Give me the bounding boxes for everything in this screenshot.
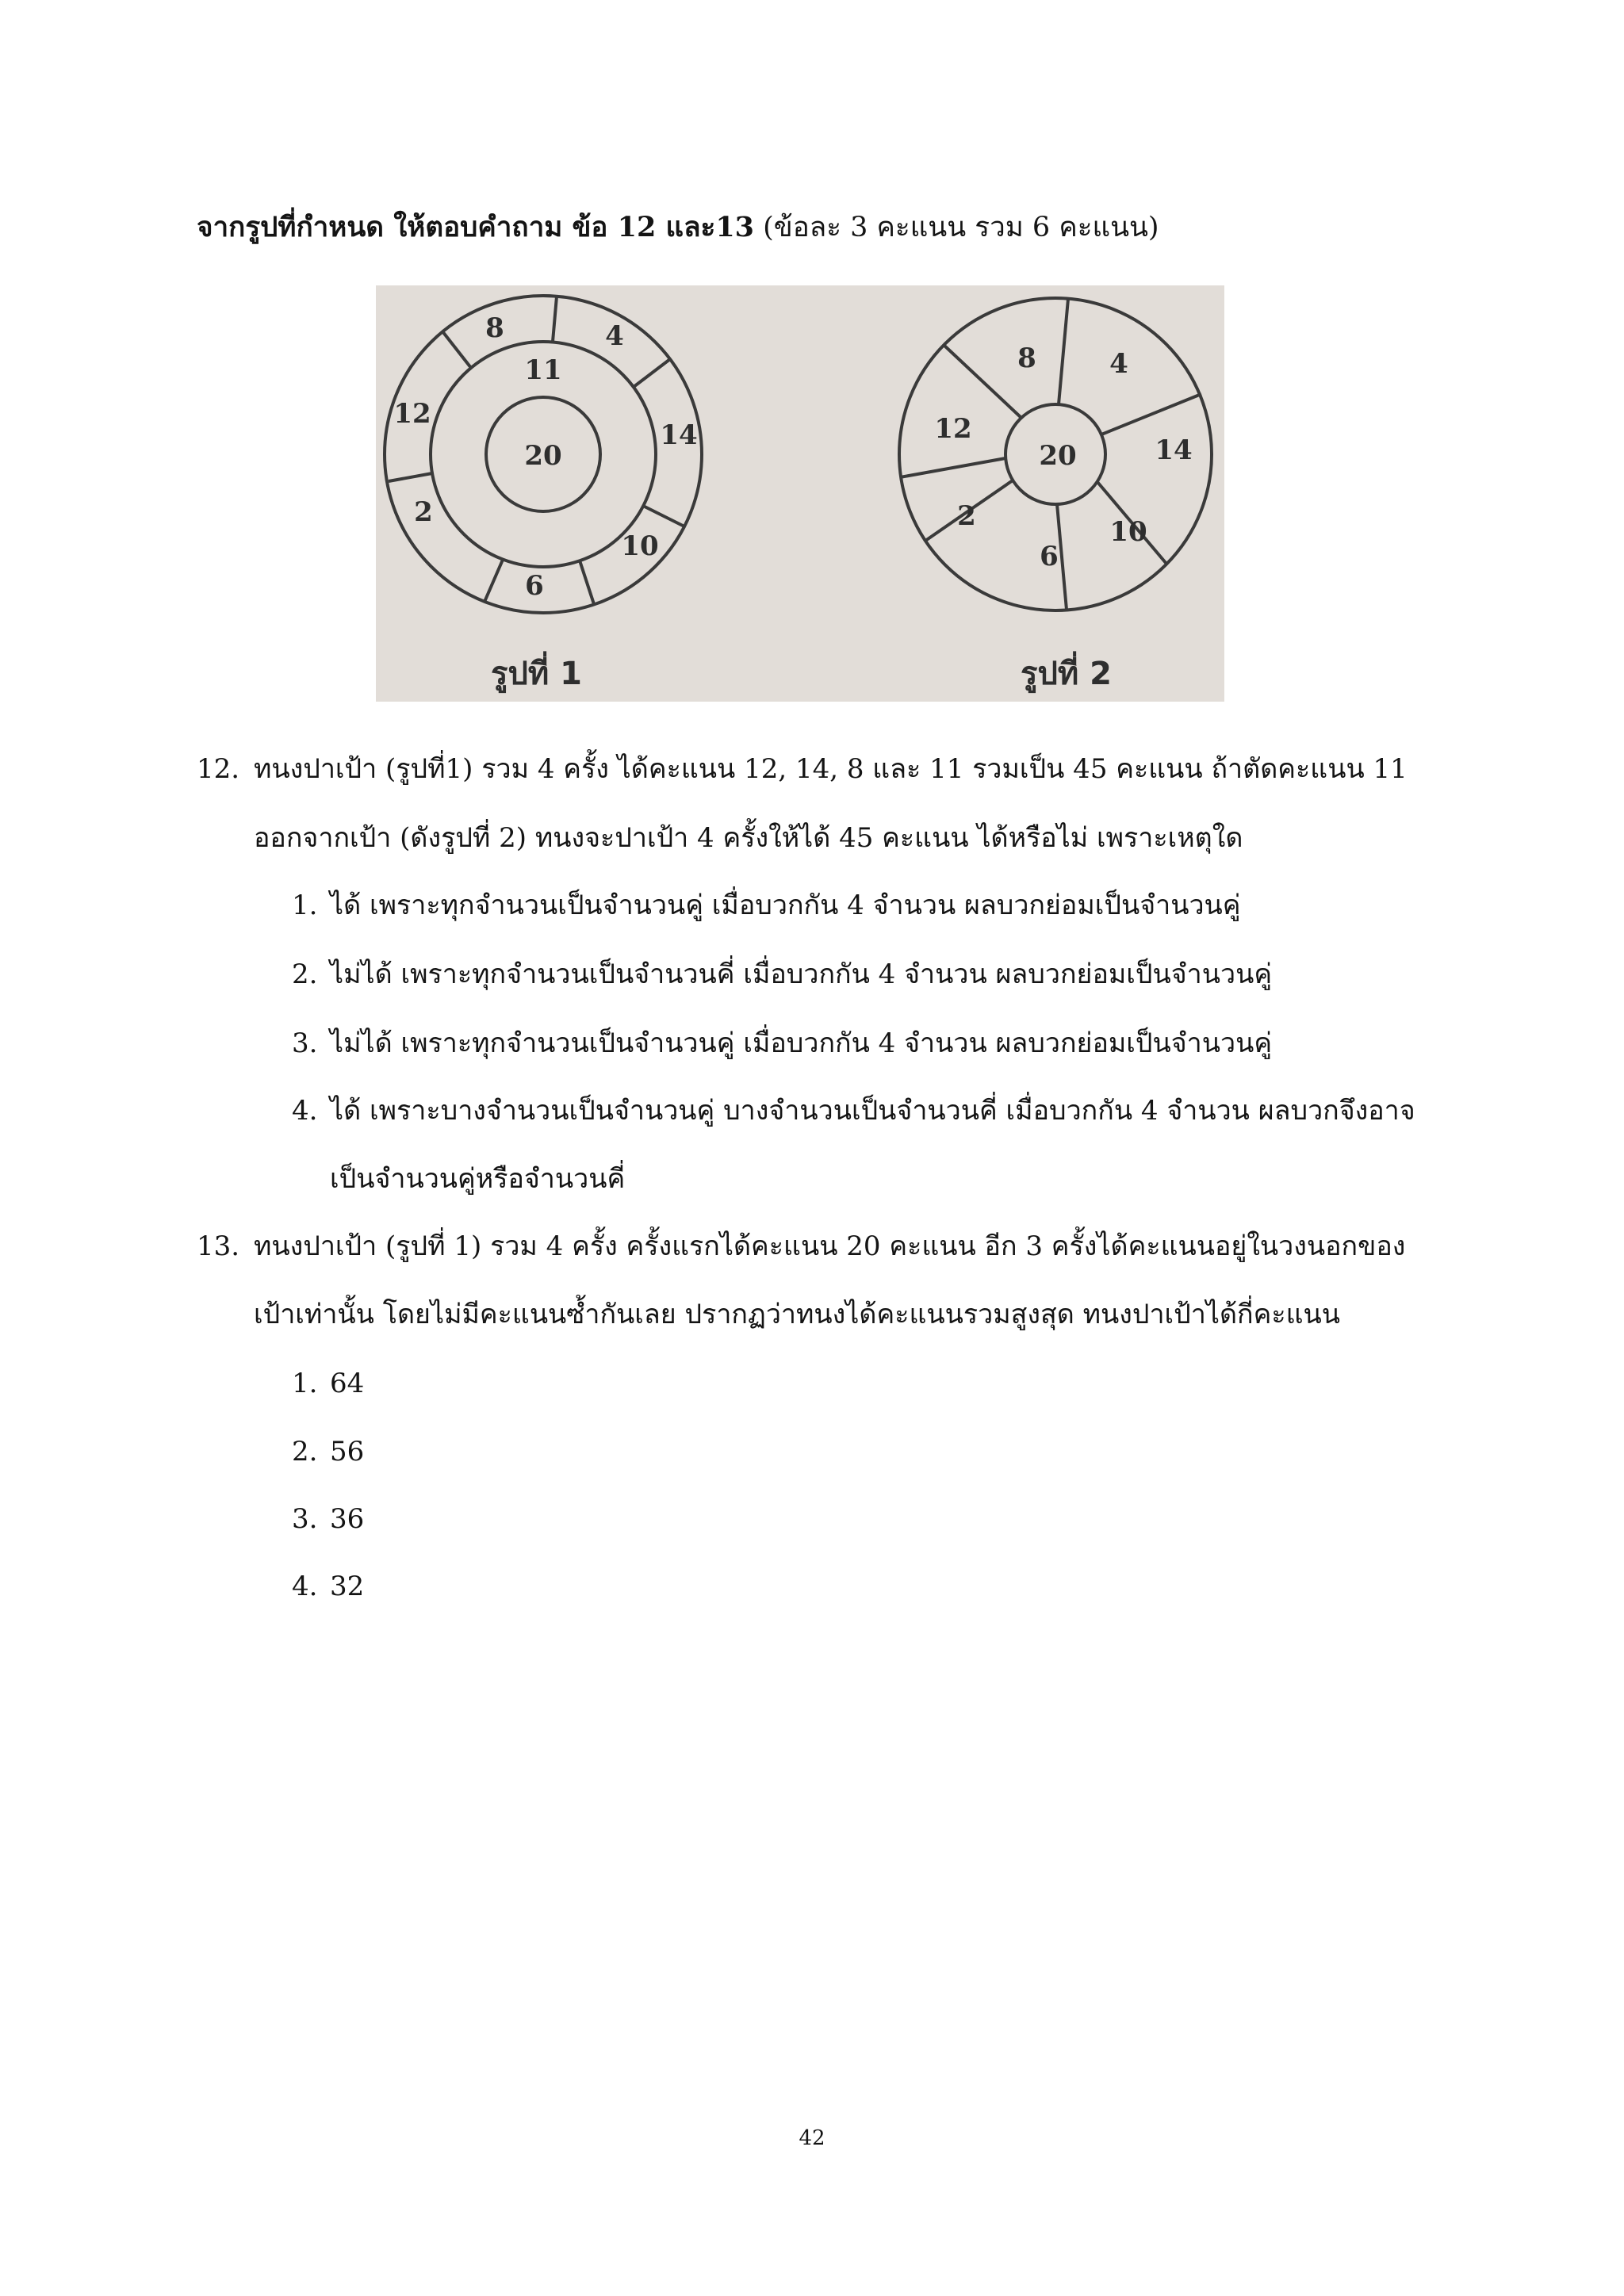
fig1-score-8: 8 [485,312,504,344]
q13-option-2-text: 56 [330,1436,365,1468]
q12-option-3-text: ไม่ได้ เพราะทุกจำนวนเป็นจำนวนคู่ เมื่อบวกกัน 4 จำนวน ผลบวกย่อมเป็นจำนวนคู่ [330,1027,1273,1059]
heading-bold: จากรูปที่กำหนด ให้ตอบคำถาม ข้อ 12 และ13 [197,211,755,243]
q13-option-2-number: 2. [292,1436,318,1468]
q12-line2: ออกจากเป้า (ดังรูปที่ 2) ทนงจะปาเป้า 4 ครั้งให้ได้ 45 คะแนน ได้หรือไม่ เพราะเหตุใด [254,822,1243,854]
fig2-score-4: 4 [1109,348,1128,380]
fig1-score-4: 4 [605,320,624,352]
fig2-score-10: 10 [1109,516,1147,548]
q13-line2: เป้าเท่านั้น โดยไม่มีคะแนนซ้ำกันเลย ปรากฏว่าทนงได้คะแนนรวมสูงสุด ทนงปาเป้าได้กี่คะแนน [254,1299,1341,1330]
q12-option-1-text: ได้ เพราะทุกจำนวนเป็นจำนวนคู่ เมื่อบวกกัน 4 จำนวน ผลบวกย่อมเป็นจำนวนคู่ [330,890,1241,921]
q12-option-3-number: 3. [292,1027,318,1059]
q13-option-4-text: 32 [330,1571,365,1602]
dartboard-figure [376,285,1224,702]
fig2-score-12: 12 [934,413,972,445]
q13-option-1-number: 1. [292,1368,318,1399]
fig1-score-2: 2 [414,496,433,528]
q13-option-4-number: 4. [292,1571,318,1602]
q12-option-4-text: ได้ เพราะบางจำนวนเป็นจำนวนคู่ บางจำนวนเป็นจำนวนคี่ เมื่อบวกกัน 4 จำนวน ผลบวกจึงอาจ [330,1095,1415,1127]
fig2-center-score: 20 [1039,440,1077,472]
fig1-score-6: 6 [525,570,544,602]
q13-option-3-text: 36 [330,1503,365,1535]
fig1-score-14: 14 [660,419,698,451]
q13-number: 13. [197,1230,240,1262]
fig1-score-10: 10 [621,530,659,562]
fig2-score-8: 8 [1017,342,1036,374]
q12-option-4-number: 4. [292,1095,318,1127]
fig2-score-6: 6 [1040,541,1059,572]
q12-option-1-number: 1. [292,890,318,921]
fig1-score-12: 12 [393,398,431,430]
fig1-caption: รูปที่ 1 [491,656,582,692]
q13-option-3-number: 3. [292,1503,318,1535]
q12-number: 12. [197,753,240,785]
fig1-center-score: 20 [524,440,562,472]
q12-option-2-number: 2. [292,959,318,990]
section-heading [197,208,1545,247]
fig1-middle-score: 11 [524,354,562,386]
q12-option-2-text: ไม่ได้ เพราะทุกจำนวนเป็นจำนวนคี่ เมื่อบวกกัน 4 จำนวน ผลบวกย่อมเป็นจำนวนคู่ [330,959,1273,990]
q12-line1: ทนงปาเป้า (รูปที่1) รวม 4 ครั้ง ได้คะแนน 12, 14, 8 และ 11 รวมเป็น 45 คะแนน ถ้าตัดคะแนน 11 [254,753,1408,785]
heading-note: (ข้อละ 3 คะแนน รวม 6 คะแนน) [754,212,1159,243]
q13-option-1-text: 64 [330,1368,365,1399]
fig2-score-14: 14 [1155,434,1193,466]
dartboard-diagrams [376,285,1224,702]
q12-option-4-cont: เป็นจำนวนคู่หรือจำนวนคี่ [330,1163,626,1195]
page-number: 42 [799,2126,825,2150]
fig2-score-2: 2 [957,500,976,532]
fig2-caption: รูปที่ 2 [1021,656,1112,692]
q13-line1: ทนงปาเป้า (รูปที่ 1) รวม 4 ครั้ง ครั้งแรกได้คะแนน 20 คะแนน อีก 3 ครั้งได้คะแนนอยู่ในวงนอกของ [254,1230,1406,1262]
